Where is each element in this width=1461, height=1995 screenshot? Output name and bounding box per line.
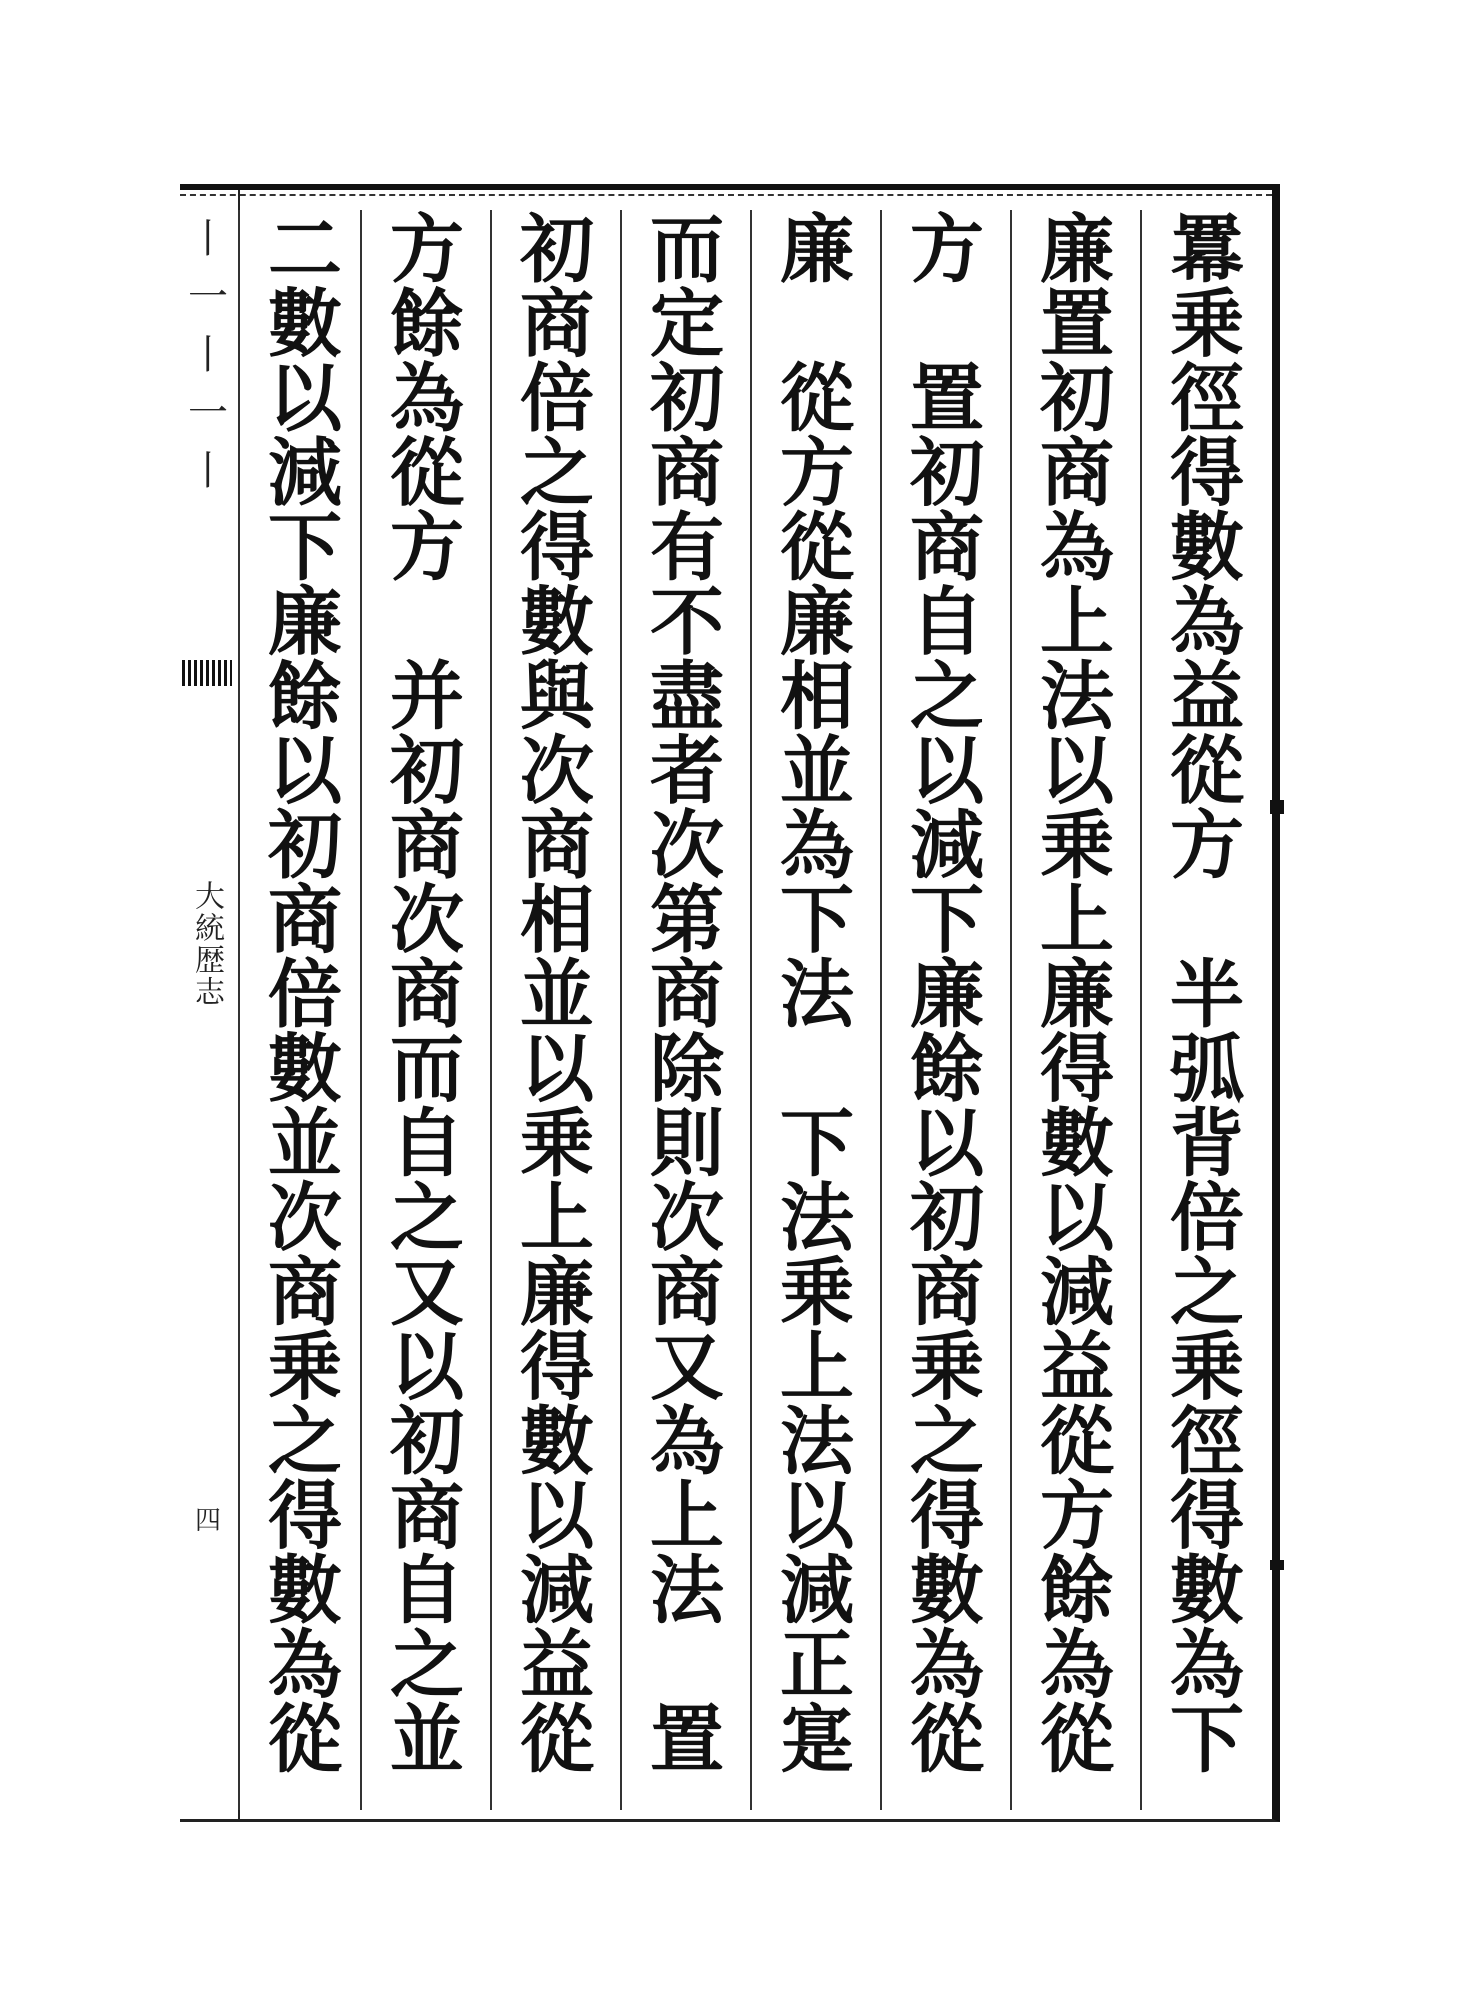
book-title: 大統歴志 <box>189 880 224 1008</box>
edge-tick <box>1270 800 1284 814</box>
frame-inner-border <box>180 194 1272 196</box>
edge-tick <box>1270 1560 1284 1570</box>
column-text: 方餘為從方 并初商次商而自之又以初商自之並 <box>378 210 464 1775</box>
column-text: 二數以減下廉餘以初商倍數並次商乗之得數為從 <box>256 210 342 1775</box>
column-text: 初商倍之得數與次商相並以乗上廉得數以減益從 <box>508 210 594 1775</box>
text-column-8 <box>238 210 358 1810</box>
column-text: 廉置初商為上法以乗上廉得數以減益從方餘為從 <box>1028 210 1114 1775</box>
page-number: 四 <box>194 1506 221 1536</box>
column-text: 方 置初商自之以減下廉餘以初商乗之得數為從 <box>898 210 984 1775</box>
margin-marks: ⼁ ⼀ ⼁ ⼀ ⼁ <box>188 216 228 494</box>
text-column-2 <box>1010 210 1130 1810</box>
column-text: 而定初商有不盡者次第商除則次商又為上法 置 <box>638 210 724 1775</box>
text-column-6 <box>490 210 610 1810</box>
text-column-5 <box>620 210 740 1810</box>
text-column-7 <box>360 210 480 1810</box>
text-column-3 <box>880 210 1000 1810</box>
column-text: 廉 從方從廉相並為下法 下法乗上法以減正寔 <box>768 210 854 1775</box>
column-text: 羃乗徑得數為益從方 半弧背倍之乗徑得數為下 <box>1158 210 1244 1775</box>
text-column-4 <box>750 210 870 1810</box>
text-column-1 <box>1140 210 1260 1810</box>
fishtail-mark <box>182 660 232 686</box>
